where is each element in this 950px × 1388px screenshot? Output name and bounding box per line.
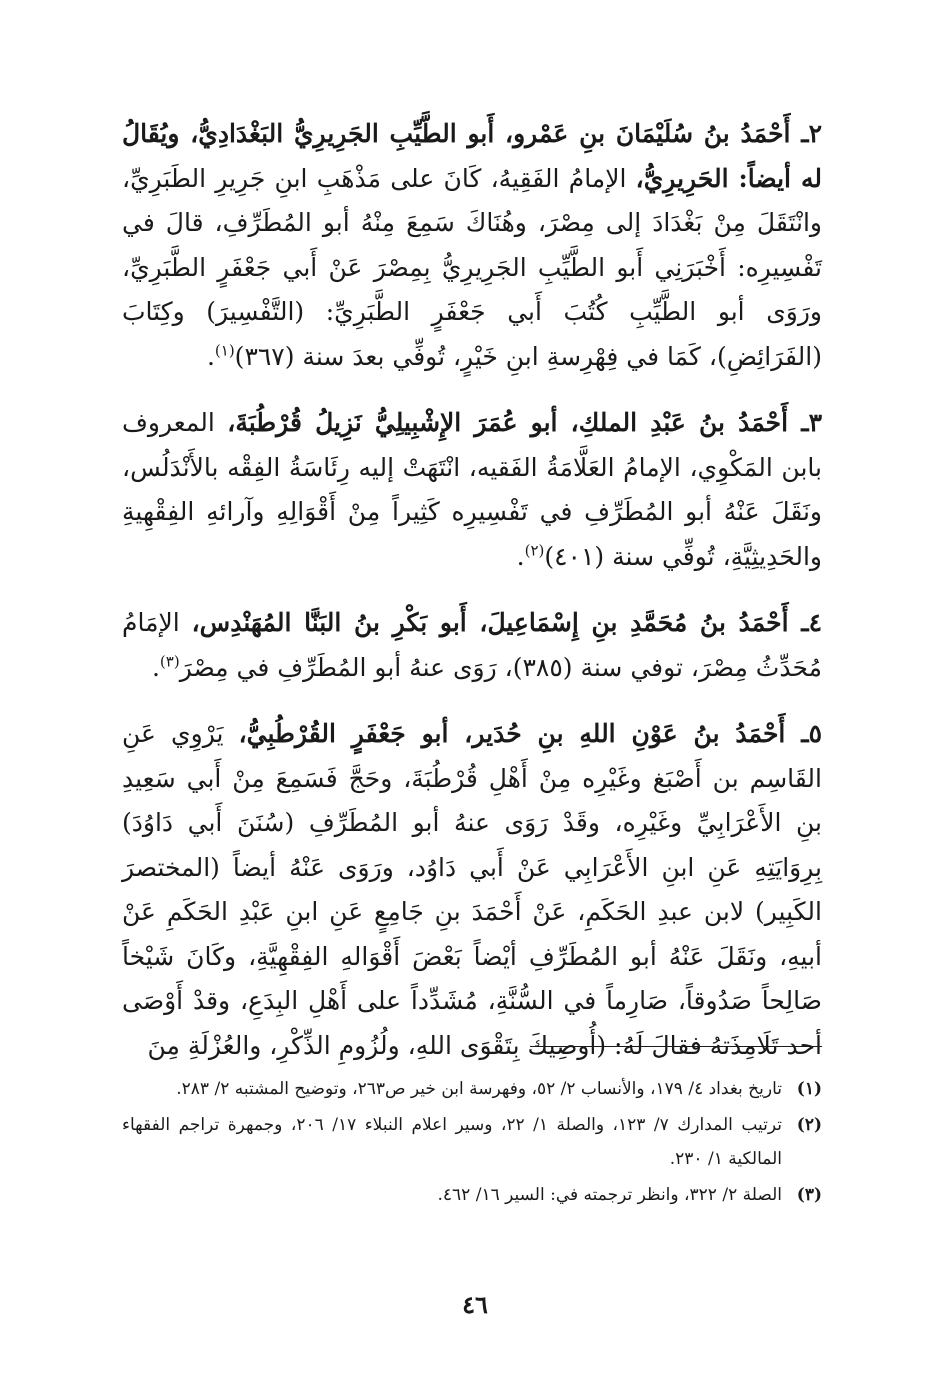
- entry-heading: ٤ـ أَحْمَدُ بنُ مُحَمَّدِ بنِ إِسْمَاعِيلَ، أَبو بَكْرِ بنُ البَنَّا المُهَنْدِس،: [191, 608, 822, 637]
- footnote-item: [122, 1178, 822, 1212]
- footnotes: [122, 1072, 822, 1214]
- footnote-marker[interactable]: (٣): [159, 652, 180, 671]
- entry-end: .: [516, 541, 525, 571]
- biography-entry: [122, 112, 822, 379]
- footnote-marker[interactable]: (٢): [524, 541, 545, 560]
- entry-text: الإمامُ الفَقِيهُ، كَانَ على مَذْهَبِ ابنِ جَرِيرِ الطَبَرِيِّ، وانْتَقَلَ مِنْ بَغْدَادَ إلى مِصْرَ، وهُنَاكَ سَمِعَ مِنْهُ أبو المُطَرِّفِ، قالَ في تَفْسِيرِه: أَخْبَرَنِي أَبو الطَّيِّبِ الجَرِيرِيُّ بِمِصْرَ عَنْ أَبي جَعْفَرٍ الطَّبَرِيِّ، ورَوَى أبو الطَّيِّبِ كُتُبَ أَبي جَعْفَرٍ الطَّبَرِيِّ: (التَّفْسِيرَ) وكِتَابَ (الفَرَائِضِ)، كَمَا في فِهْرِسةِ ابنِ خَيْرٍ، تُوفِّي بعدَ سنة (٣٦٧): [122, 163, 822, 371]
- entry-text: المعروف بابن المَكْوِي، الإمامُ العَلَّامَةُ الفَقيه، انْتَهَتْ إليه رِئَاسَةُ الفِقْه بالأَنْدَلُس، ونَقَلَ عَنْهُ أبو المُطَرِّفِ في تَفْسِيرِه كَثِيراً مِنْ أَقْوَالِهِ وآرائهِ الفِقْهِيةِ والحَدِيثِيَّةِ، تُوفِّي سنة (٤٠١): [122, 408, 822, 571]
- footnote-item: [122, 1108, 822, 1176]
- entry-end: .: [151, 652, 160, 682]
- entry-end: .: [206, 341, 215, 371]
- footnote-text: ترتيب المدارك ٧/ ١٢٣، والصلة ١/ ٢٢، وسير اعلام النبلاء ١٧/ ٢٠٦، وجمهرة تراجم الفقهاء المالكية ١/ ٢٣٠.: [122, 1115, 782, 1169]
- entry-text: يَرْوِي عَنِ القَاسِم بن أَصْبَغ وغَيْرِه مِنْ أَهْلِ قُرْطُبَةَ، وحَجَّ فَسَمِعَ مِنْ أَبي سَعِيدِ بنِ الأَعْرَابِيِّ وغَيْرِه، وقَدْ رَوَى عنهُ أبو المُطَرِّفِ (سُنَنَ أَبي دَاوُدَ) بِرِوَايَتِهِ عَنِ ابنِ الأَعْرَابِي عَنْ أَبي دَاوُد، ورَوَى عَنْهُ أيضاً (المختصرَ الكَبِير) لابن عبدِ الحَكَمِ، عَنْ أَحْمَدَ بنِ جَامِعٍ عَنِ ابنِ عَبْدِ الحَكَمِ عَنْ أبيهِ، ونَقَلَ عَنْهُ أبو المُطَرِّفِ أيْضاً بَعْضَ أَقْوَالهِ الفِقْهِيَّةِ، وكَانَ شَيْخاً صَالِحاً صَدُوقاً، صَارِماً في السُّنَّةِ، مُشَدِّداً على أَهْلِ البِدَعِ، وقدْ أَوْصَى أحد تَلَامِذَتهُ فقالَ لَهُ: (أُوصِيكَ بِتَقْوَى اللهِ، ولُزُومِ الذِّكْرِ، والعُزْلَةِ مِنَ: [122, 719, 822, 1060]
- page-number: ٤٦: [462, 1290, 488, 1319]
- biography-entry: [122, 401, 822, 579]
- entry-heading: ٣ـ أَحْمَدُ بنُ عَبْدِ الملكِ، أبو عُمَرَ الإِشْبِيلِيُّ نَزِيلُ قُرْطُبَةَ،: [227, 408, 822, 437]
- footnote-divider: [530, 1046, 822, 1047]
- footnote-item: [122, 1072, 822, 1106]
- footnote-number: (٣): [796, 1185, 822, 1205]
- footnote-number: (٢): [796, 1115, 822, 1135]
- biography-entry: [122, 601, 822, 690]
- biography-entry: [122, 712, 822, 1068]
- entry-heading: ٢ـ أَحْمَدُ بنُ سُلَيْمَانَ بنِ عَمْرو، أَبو الطَّيِّبِ الجَرِيرِيُّ البَغْدَادِيُّ، ويُقَالُ له أيضاً: الحَرِيرِيُّ،: [122, 119, 822, 193]
- footnote-text: تاريخ بغداد ٤/ ١٧٩، والأنساب ٢/ ٥٢، وفهرسة ابن خير ص٢٦٣، وتوضيح المشتبه ٢/ ٢٨٣.: [176, 1079, 782, 1099]
- entry-text: الإمَامُ مُحَدِّثُ مِصْرَ، توفي سنة (٣٨٥)، رَوَى عنهُ أبو المُطَرِّفِ في مِصْرَ: [122, 608, 822, 682]
- footnote-text: الصلة ٢/ ٣٢٢، وانظر ترجمته في: السير ١٦/ ٤٦٢.: [437, 1185, 782, 1205]
- entry-heading: ٥ـ أَحْمَدُ بنُ عَوْنِ اللهِ بنِ حُدَير، أبو جَعْفَرٍ القُرْطُبِيُّ،: [238, 719, 822, 748]
- footnote-number: (١): [796, 1079, 822, 1099]
- footnote-marker[interactable]: (١): [214, 341, 235, 360]
- main-text: [122, 112, 822, 1090]
